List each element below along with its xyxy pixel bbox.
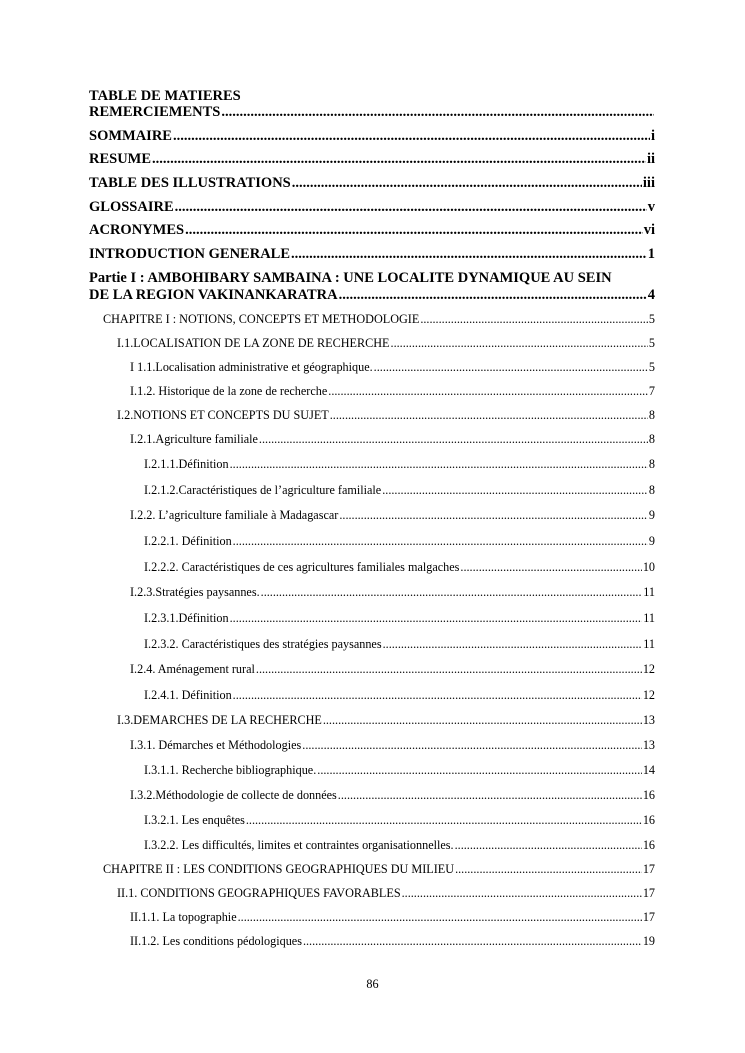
dot-leader — [303, 934, 642, 949]
dot-leader — [233, 534, 648, 549]
toc-entry-page: 5 — [648, 360, 655, 374]
toc-entry-label: I.2.1.1.Définition — [144, 457, 229, 471]
toc-entry-label: I.3.2.Méthodologie de collecte de données — [130, 788, 337, 802]
toc-entry-i-2[interactable] — [117, 408, 655, 423]
toc-entry-page: 12 — [642, 688, 655, 702]
toc-entry-i-3[interactable] — [117, 713, 655, 728]
toc-entry-label: I.3.2.2. Les difficultés, limites et contraintes organisationnelles. — [144, 838, 454, 852]
toc-entry-page: 8 — [648, 483, 655, 497]
toc-entry-page: 17 — [642, 910, 655, 924]
toc-entry-page: 11 — [643, 637, 655, 651]
toc-entry-label: TABLE DES ILLUSTRATIONS — [89, 175, 291, 191]
dot-leader — [328, 384, 648, 399]
toc-entry-i-2-2[interactable] — [130, 508, 655, 523]
toc-entry-page: ii — [646, 151, 655, 167]
dot-leader — [339, 287, 647, 304]
toc-entry-remerciements[interactable] — [89, 104, 655, 121]
toc-entry-label: I.2.1.2.Caractéristiques de l’agriculture familiale — [144, 483, 382, 497]
dot-leader — [259, 432, 648, 447]
toc-entry-i-3-2[interactable] — [130, 788, 655, 803]
toc-entry-page: 4 — [647, 287, 655, 303]
toc-entry-label: INTRODUCTION GENERALE — [89, 246, 291, 262]
toc-entry-ii-1-1[interactable] — [130, 910, 655, 925]
toc-entry-label: ACRONYMES — [89, 222, 185, 238]
toc-entry-i-3-1-1[interactable] — [144, 763, 655, 778]
dot-leader — [256, 662, 642, 677]
toc-entry-page: 10 — [642, 560, 655, 574]
dot-leader — [238, 910, 642, 925]
dot-leader — [291, 246, 647, 263]
toc-entry-page: 19 — [642, 934, 655, 948]
dot-leader — [455, 862, 642, 877]
toc-entry-i-2-2-1[interactable] — [144, 534, 655, 549]
toc-entry-label: REMERCIEMENTS — [89, 104, 221, 120]
toc-entry-partie-1[interactable] — [89, 270, 655, 304]
toc-entry-i-3-2-2[interactable] — [144, 838, 655, 853]
toc-entry-page: 14 — [642, 763, 655, 777]
toc-entry-label: II.1. CONDITIONS GEOGRAPHIQUES FAVORABLES — [117, 886, 401, 900]
dot-leader — [420, 312, 648, 327]
toc-entry-page: v — [647, 199, 655, 215]
toc-entry-page: 11 — [643, 585, 655, 599]
toc-entry-label: I 1.1.Localisation administrative et géographique. — [130, 360, 373, 374]
toc-entry-label: I.2.3.Stratégies paysannes. — [130, 585, 260, 599]
toc-entry-label: RESUME — [89, 151, 152, 167]
toc-entry-page: 8 — [648, 432, 655, 446]
dot-leader — [383, 637, 643, 652]
dot-leader — [317, 763, 642, 778]
dot-leader — [330, 408, 648, 423]
dot-leader — [175, 199, 647, 216]
toc-entry-i-2-4-1[interactable] — [144, 688, 655, 703]
toc-entry-i-2-4[interactable] — [130, 662, 655, 677]
dot-leader — [221, 104, 654, 121]
dot-leader — [152, 151, 646, 168]
toc-entry-label: SOMMAIRE — [89, 128, 172, 144]
toc-entry-label: I.2.3.1.Définition — [144, 611, 229, 625]
toc-entry-label: I.3.2.1. Les enquêtes — [144, 813, 245, 827]
toc-entry-resume[interactable] — [89, 151, 655, 168]
toc-entry-label: I.2.NOTIONS ET CONCEPTS DU SUJET — [117, 408, 329, 422]
toc-entry-label: I.2.4. Aménagement rural — [130, 662, 255, 676]
dot-leader — [374, 360, 648, 375]
toc-entry-label: I.2.2.2. Caractéristiques de ces agricultures familiales malgaches — [144, 560, 460, 574]
toc-entry-label: II.1.2. Les conditions pédologiques — [130, 934, 302, 948]
dot-leader — [323, 713, 642, 728]
toc-entry-page: 11 — [643, 611, 655, 625]
toc-entry-label: I.2.2.1. Définition — [144, 534, 232, 548]
toc-entry-label: I.3.1. Démarches et Méthodologies — [130, 738, 302, 752]
dot-leader — [339, 508, 648, 523]
dot-leader — [173, 128, 650, 145]
dot-leader — [261, 585, 643, 600]
toc-entry-page: 9 — [648, 508, 655, 522]
toc-entry-page: 13 — [642, 738, 655, 752]
toc-entry-i-2-3[interactable] — [130, 585, 655, 600]
toc-entry-page: 12 — [642, 662, 655, 676]
toc-entry-i-2-3-1[interactable] — [144, 611, 655, 626]
toc-entry-page: 16 — [642, 813, 655, 827]
toc-entry-page: iii — [642, 175, 655, 191]
toc-entry-label: I.2.3.2. Caractéristiques des stratégies paysannes — [144, 637, 382, 651]
toc-entry-page: vi — [643, 222, 655, 238]
toc-entry-i-2-3-2[interactable] — [144, 637, 655, 652]
toc-entry-i-1[interactable] — [117, 336, 655, 351]
toc-entry-page: 8 — [648, 408, 655, 422]
toc-entry-label: II.1.1. La topographie — [130, 910, 237, 924]
dot-leader — [233, 688, 642, 703]
toc-entry-label: GLOSSAIRE — [89, 199, 174, 215]
toc-entry-page: 8 — [648, 457, 655, 471]
dot-leader — [230, 457, 648, 472]
toc-entry-page: 7 — [648, 384, 655, 398]
toc-entry-table-des-illustrations[interactable] — [89, 175, 655, 192]
toc-entry-label: CHAPITRE II : LES CONDITIONS GEOGRAPHIQUES DU MILIEU — [103, 862, 455, 876]
toc-entry-ii-1[interactable] — [117, 886, 655, 901]
toc-entry-page: 17 — [642, 886, 655, 900]
toc-title: TABLE DE MATIERES — [89, 88, 241, 104]
toc-entry-i-3-2-1[interactable] — [144, 813, 655, 828]
toc-entry-label: I.1.LOCALISATION DE LA ZONE DE RECHERCHE — [117, 336, 390, 350]
toc-entry-label-line2: DE LA REGION VAKINANKARATRA — [89, 287, 338, 303]
dot-leader — [302, 738, 642, 753]
dot-leader — [455, 838, 642, 853]
toc-entry-i-1-2[interactable] — [130, 384, 655, 399]
toc-entry-i-2-1-1[interactable] — [144, 457, 655, 472]
dot-leader — [391, 336, 648, 351]
toc-entry-label: I.3.1.1. Recherche bibliographique. — [144, 763, 317, 777]
dot-leader — [246, 813, 642, 828]
toc-entry-i-2-1[interactable] — [130, 432, 655, 447]
dot-leader — [402, 886, 642, 901]
toc-entry-page: 16 — [642, 788, 655, 802]
dot-leader — [382, 483, 648, 498]
toc-entry-label: I.1.2. Historique de la zone de recherche — [130, 384, 328, 398]
toc-entry-chapitre-1[interactable] — [103, 312, 655, 327]
toc-entry-i-1-1[interactable] — [130, 360, 655, 375]
toc-entry-page: i — [650, 128, 655, 144]
toc-entry-i-2-2-2[interactable] — [144, 560, 655, 575]
dot-leader — [338, 788, 642, 803]
toc-entry-sommaire[interactable] — [89, 128, 655, 145]
toc-entry-chapitre-2[interactable] — [103, 862, 655, 877]
toc-entry-label: I.3.DEMARCHES DE LA RECHERCHE — [117, 713, 322, 727]
toc-entry-label-line1: Partie I : AMBOHIBARY SAMBAINA : UNE LOCALITE DYNAMIQUE AU SEIN — [89, 270, 612, 286]
toc-entry-label: I.2.4.1. Définition — [144, 688, 232, 702]
toc-entry-page: 13 — [642, 713, 655, 727]
toc-entry-page: 1 — [647, 246, 655, 262]
dot-leader — [460, 560, 641, 575]
toc-entry-page: 17 — [642, 862, 655, 876]
dot-leader — [292, 175, 642, 192]
toc-entry-page: 16 — [642, 838, 655, 852]
toc-entry-acronymes[interactable] — [89, 222, 655, 239]
toc-entry-label: CHAPITRE I : NOTIONS, CONCEPTS ET METHODOLOGIE — [103, 312, 420, 326]
page-number: 86 — [366, 977, 379, 991]
toc-entry-glossaire[interactable] — [89, 199, 655, 216]
dot-leader — [230, 611, 643, 626]
dot-leader — [185, 222, 643, 239]
toc-entry-page: 9 — [648, 534, 655, 548]
toc-entry-i-2-1-2[interactable] — [144, 483, 655, 498]
toc-entry-label: I.2.1.Agriculture familiale — [130, 432, 258, 446]
toc-entry-i-3-1[interactable] — [130, 738, 655, 753]
toc-entry-ii-1-2[interactable] — [130, 934, 655, 949]
toc-entry-page: 5 — [648, 312, 655, 326]
toc-entry-page: 5 — [648, 336, 655, 350]
toc-entry-introduction-generale[interactable] — [89, 246, 655, 263]
toc-entry-label: I.2.2. L’agriculture familiale à Madagascar — [130, 508, 339, 522]
